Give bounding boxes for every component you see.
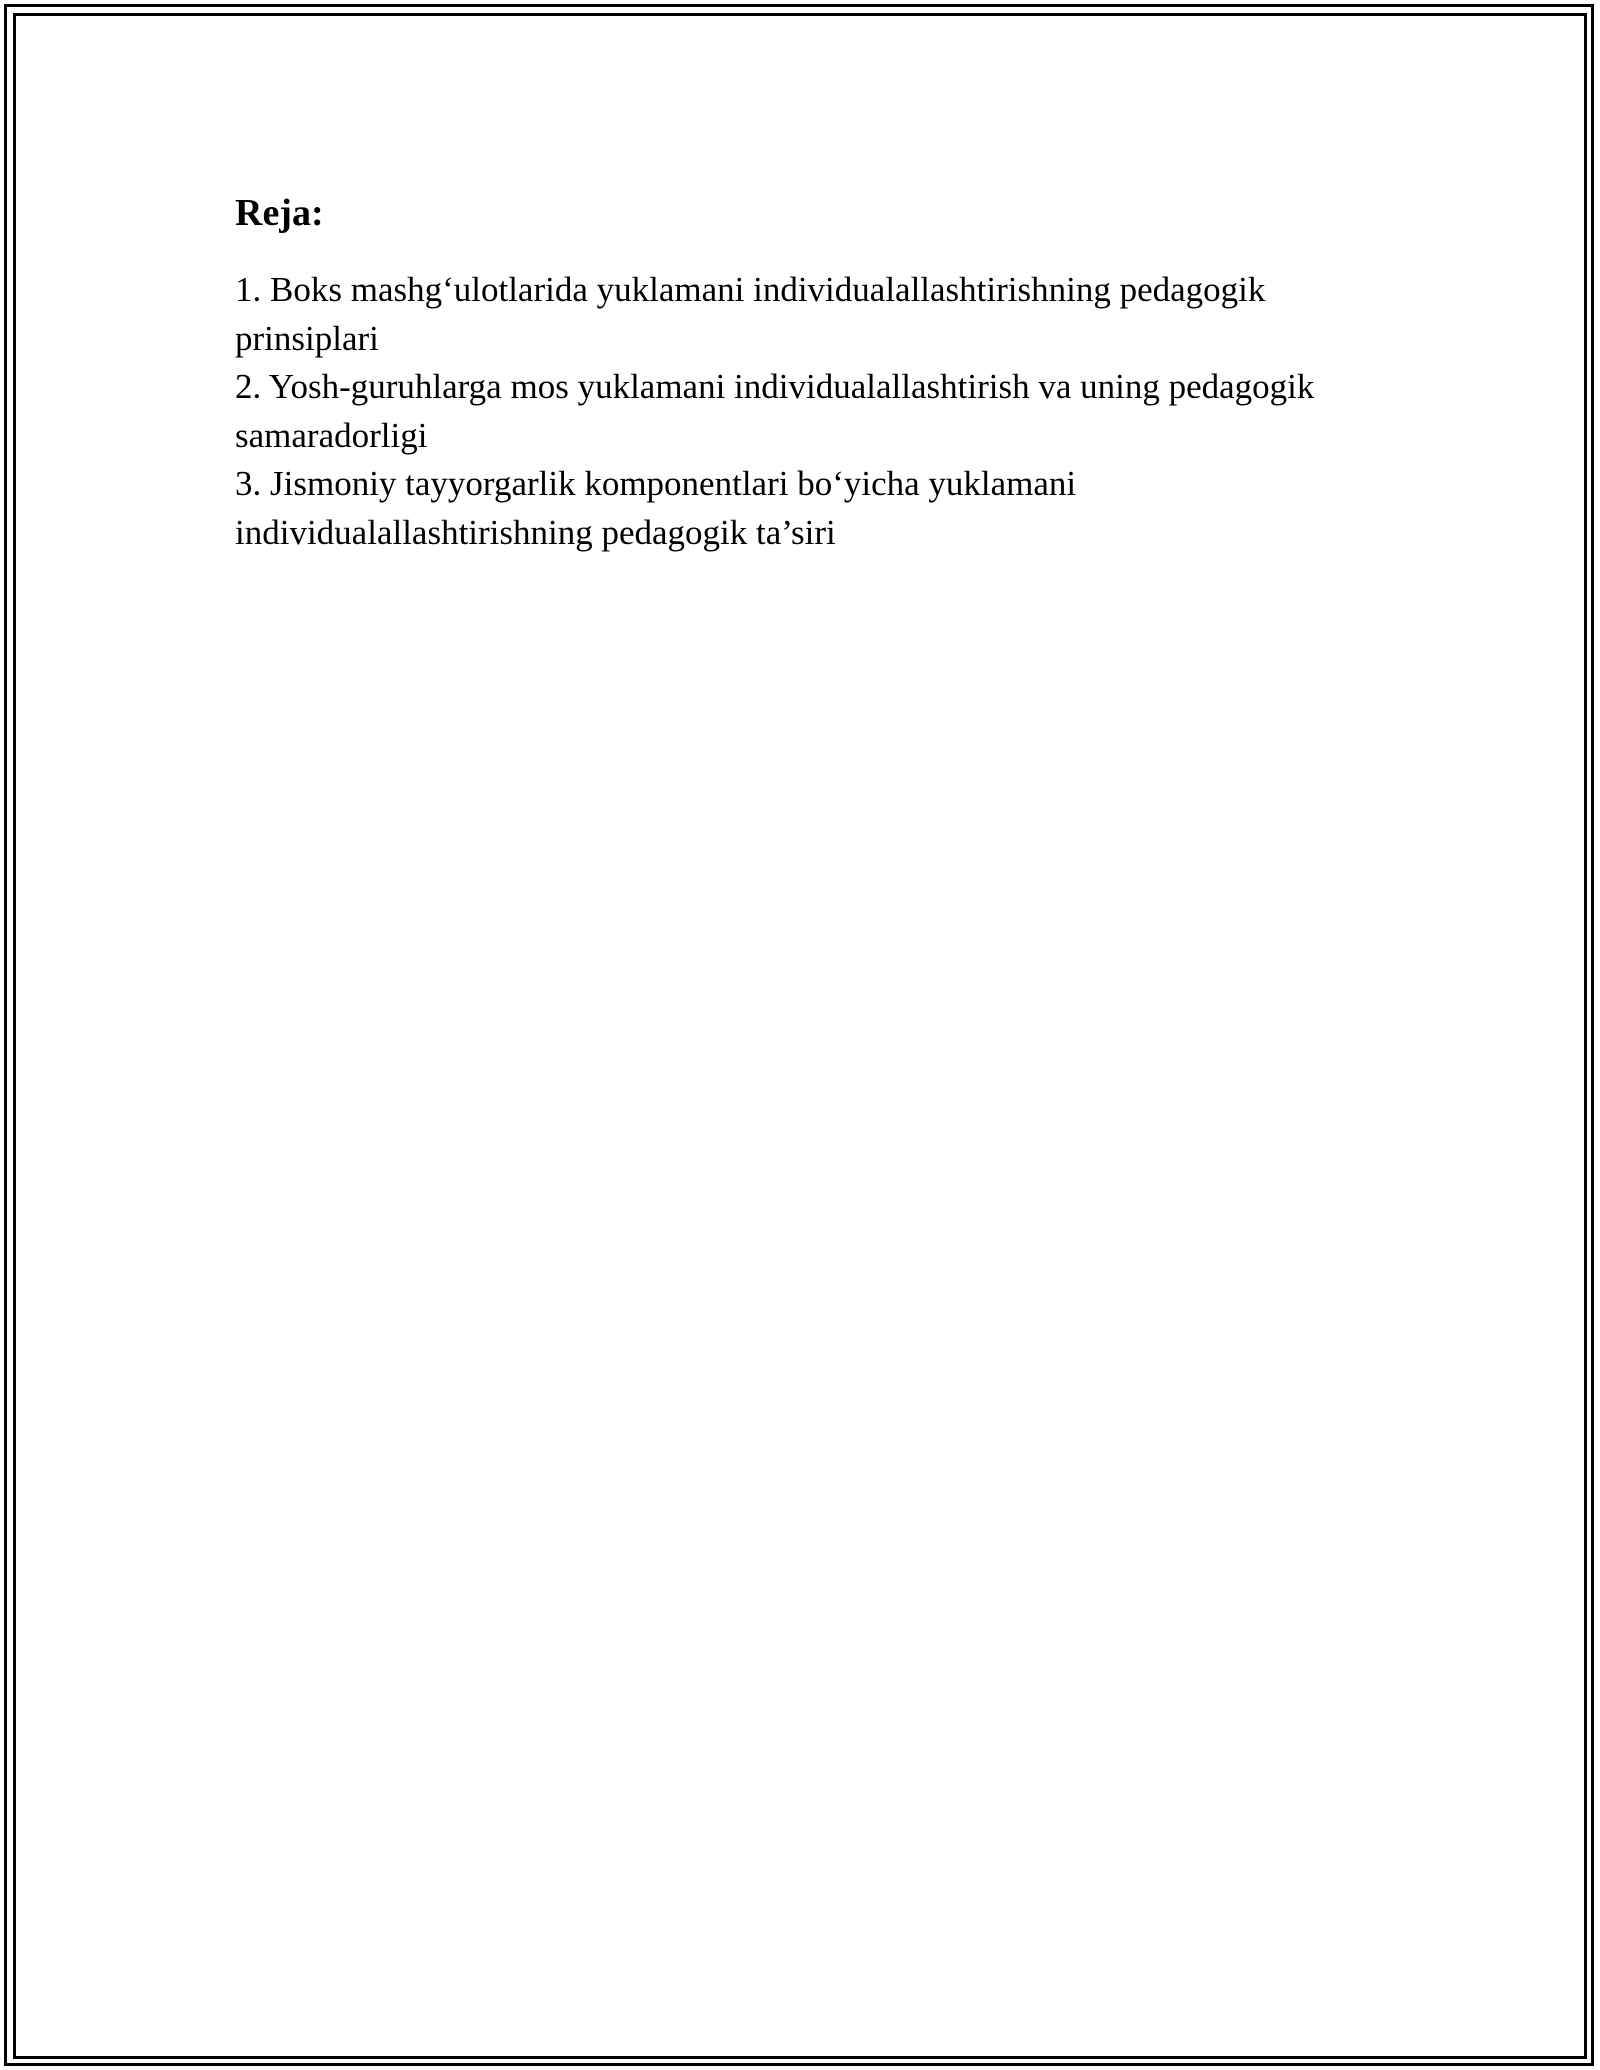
plan-section bbox=[235, 186, 1365, 557]
plan-item-1: 1. Boks mashg‘ulotlarida yuklamani individualallashtirishning pedagogik prinsiplari bbox=[235, 270, 1266, 358]
plan-list bbox=[235, 266, 1365, 557]
plan-item-2: 2. Yosh-guruhlarga mos yuklamani individualallashtirish va uning pedagogik samaradorligi bbox=[235, 367, 1315, 455]
plan-item-3: 3. Jismoniy tayyorgarlik komponentlari bo‘yicha yuklamani individualallashtirishning pedagogik ta’siri bbox=[235, 464, 1077, 552]
plan-title: Reja: bbox=[235, 192, 324, 234]
